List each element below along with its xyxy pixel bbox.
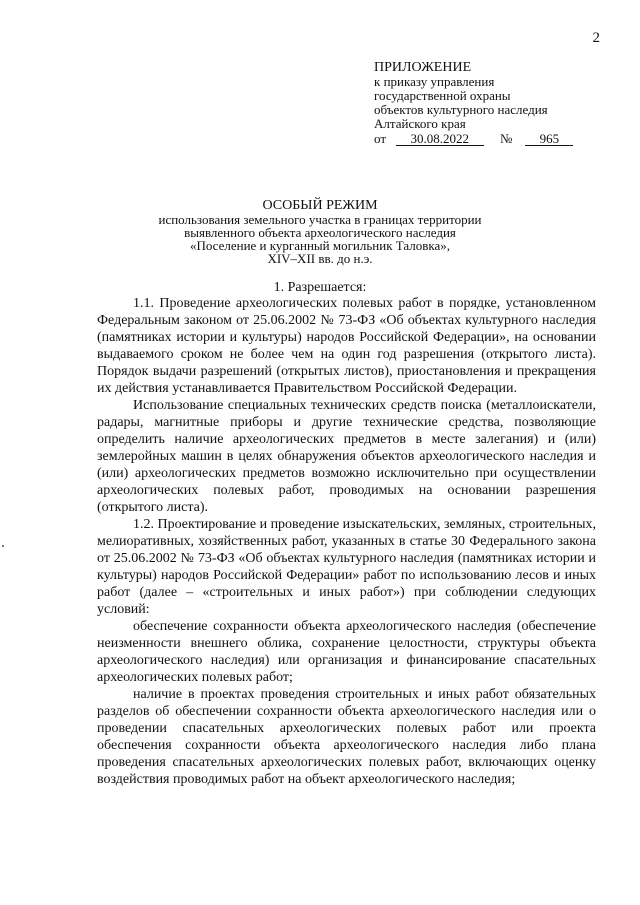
appendix-line: к приказу управления bbox=[374, 74, 495, 89]
paragraph-1-1: 1.1. Проведение археологических полевых работ в порядке, установленном Федеральным законом от 25.06.2002 № 73-ФЗ «Об объектах культурного наследия (памятниках истории и культуры) народов Российской Федерации», на основании выдаваемого сроком не более чем на один год разрешения (открытого листа). Порядок выдачи разрешений (открытых листов), приостановления и прекращения их действия устанавливается Правительством Российской Федерации. bbox=[97, 296, 596, 396]
order-date: 30.08.2022 bbox=[396, 132, 484, 146]
appendix-title: ПРИЛОЖЕНИЕ bbox=[374, 60, 472, 75]
scan-mark bbox=[2, 545, 4, 547]
document-body bbox=[97, 295, 596, 788]
page-number: 2 bbox=[592, 30, 600, 46]
appendix-line: объектов культурного наследия bbox=[374, 102, 548, 117]
document-title: ОСОБЫЙ РЕЖИМ bbox=[262, 198, 378, 213]
from-label: от bbox=[374, 131, 387, 146]
number-label: № bbox=[500, 131, 513, 146]
order-date-number bbox=[374, 132, 614, 146]
document-heading bbox=[0, 198, 640, 265]
subtitle-line: XIV–XII вв. до н.э. bbox=[267, 251, 373, 266]
appendix-block bbox=[374, 60, 614, 146]
subtitle-line: выявленного объекта археологического наследия bbox=[184, 225, 456, 240]
paragraph-special-tools: Использование специальных технических средств поиска (металлоискатели, радары, магнитные приборы и другие технические средства, позволяющие определить наличие археологических предметов в месте залегания) и (или) землеройных машин в целях обнаружения объектов археологического наследия и (или) археологических предметов возможно исключительно при осуществлении археологических полевых работ, проводимых на основании разрешения (открытого листа). bbox=[97, 398, 596, 515]
subtitle-line: «Поселение и курганный могильник Таловка», bbox=[189, 238, 451, 253]
subtitle-line: использования земельного участка в границах территории bbox=[158, 212, 482, 227]
order-number: 965 bbox=[525, 132, 573, 146]
paragraph-condition-preservation: обеспечение сохранности объекта археологического наследия (обеспечение неизменности внешнего облика, сохранение целостности, структуры объекта археологического наследия) или организация и финансирование спасательных археологических полевых работ; bbox=[97, 619, 596, 685]
paragraph-1-2: 1.2. Проектирование и проведение изыскательских, земляных, строительных, мелиоративных, хозяйственных работ, указанных в статье 30 Федерального закона от 25.06.2002 № 73-ФЗ «Об объектах культурного наследия (памятниках истории и культуры) народов Российской Федерации» работ по использованию лесов и иных работ (далее – «строительных и иных работ») при соблюдении следующих условий: bbox=[97, 517, 596, 617]
paragraph-condition-projects: наличие в проектах проведения строительных и иных работ обязательных разделов об обеспечении сохранности объекта археологического наследия или о проведении спасательных археологических полевых работ или проекта обеспечения сохранности объекта археологического наследия либо плана проведения спасательных археологических полевых работ, включающих оценку воздействия проводимых работ на объект археологического наследия; bbox=[97, 687, 596, 787]
appendix-line: Алтайского края bbox=[374, 116, 466, 131]
appendix-line: государственной охраны bbox=[374, 88, 511, 103]
section-title: 1. Разрешается: bbox=[273, 280, 367, 295]
